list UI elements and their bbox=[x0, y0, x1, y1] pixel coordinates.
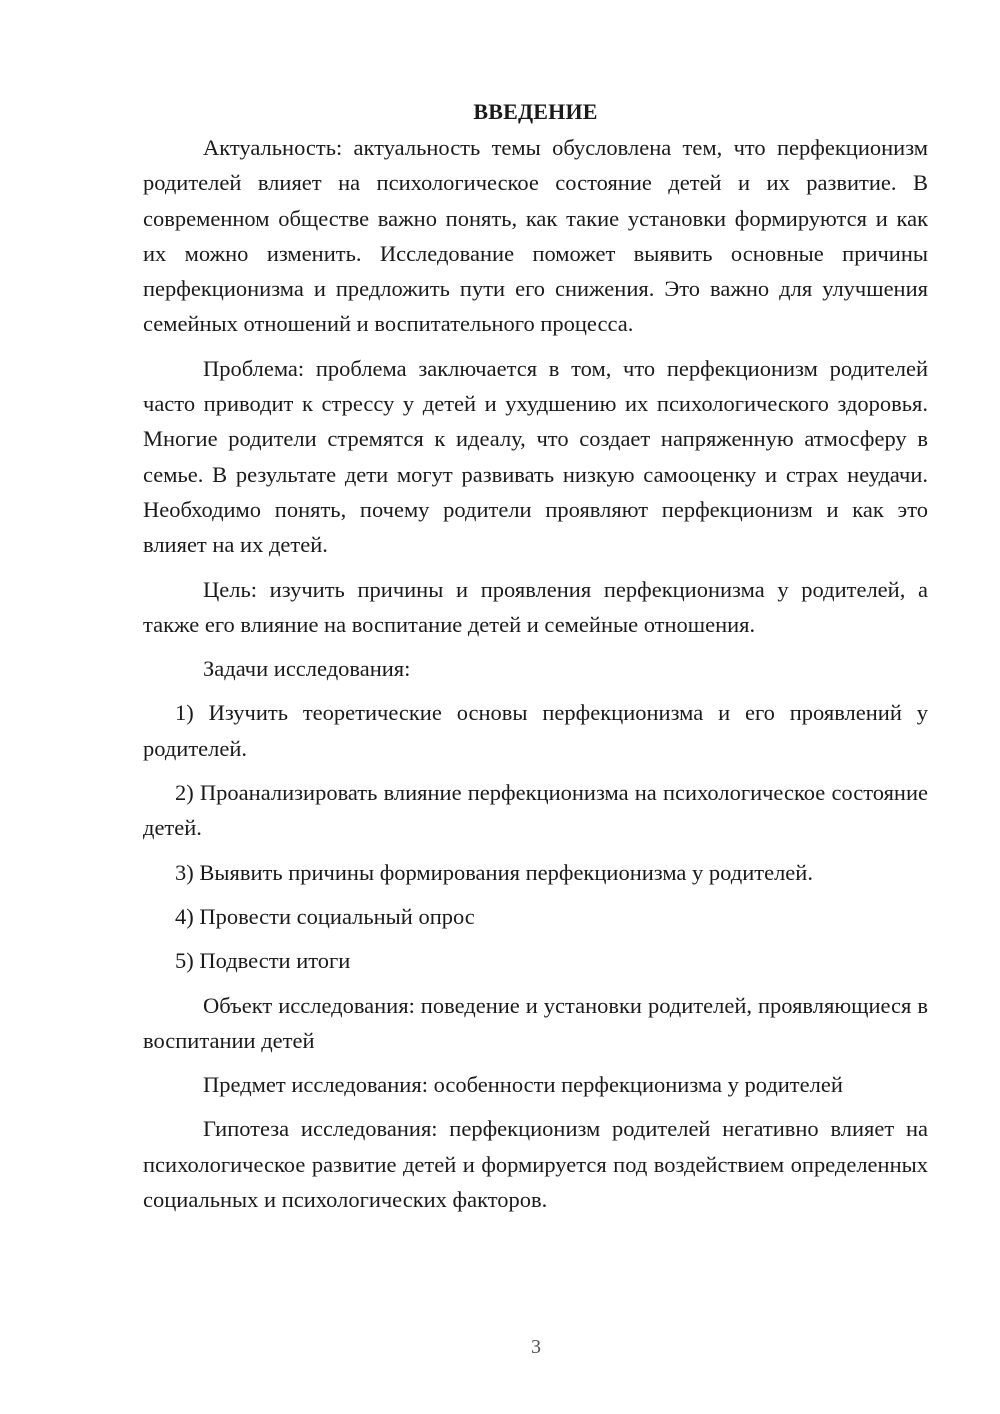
paragraph-relevance: Актуальность: актуальность темы обусловлена тем, что перфекционизм родителей влияет на психологическое состояние детей и их развитие. В современном обществе важно понять, как такие установки формируются и как их можно изменить. Исследование поможет выявить основные причины перфекционизма и предложить пути его снижения. Это важно для улучшения семейных отношений и воспитательного процесса. bbox=[143, 135, 928, 337]
task-item-5: 5) Подвести итоги bbox=[175, 948, 351, 974]
document-page bbox=[143, 94, 928, 1217]
task-item-2: 2) Проанализировать влияние перфекционизма на психологическое состояние детей. bbox=[143, 780, 928, 841]
page-number: 3 bbox=[531, 1336, 541, 1358]
paragraph-problem: Проблема: проблема заключается в том, что перфекционизм родителей часто приводит к стрессу у детей и ухудшению их психологического здоровья. Многие родители стремятся к идеалу, что создает напряженную атмосферу в семье. В результате дети могут развивать низкую самооценку и страх неудачи. Необходимо понять, почему родители проявляют перфекционизм и как это влияет на их детей. bbox=[143, 355, 928, 558]
paragraph-hypothesis: Гипотеза исследования: перфекционизм родителей негативно влияет на психологическое развитие детей и формируется под воздействием определенных социальных и психологических факторов. bbox=[143, 1116, 928, 1213]
paragraph-goal: Цель: изучить причины и проявления перфекционизма у родителей, а также его влияние на воспитание детей и семейные отношения. bbox=[143, 576, 928, 637]
paragraph-object: Объект исследования: поведение и установки родителей, проявляющиеся в воспитании детей bbox=[143, 992, 928, 1053]
task-item-3: 3) Выявить причины формирования перфекционизма у родителей. bbox=[175, 859, 813, 885]
page-title: ВВЕДЕНИЕ bbox=[473, 99, 598, 124]
task-item-4: 4) Провести социальный опрос bbox=[175, 903, 475, 929]
paragraph-tasks-heading: Задачи исследования: bbox=[203, 656, 411, 682]
task-item-1: 1) Изучить теоретические основы перфекционизма и его проявлений у родителей. bbox=[143, 700, 928, 761]
paragraph-subject: Предмет исследования: особенности перфекционизма у родителей bbox=[203, 1072, 843, 1098]
